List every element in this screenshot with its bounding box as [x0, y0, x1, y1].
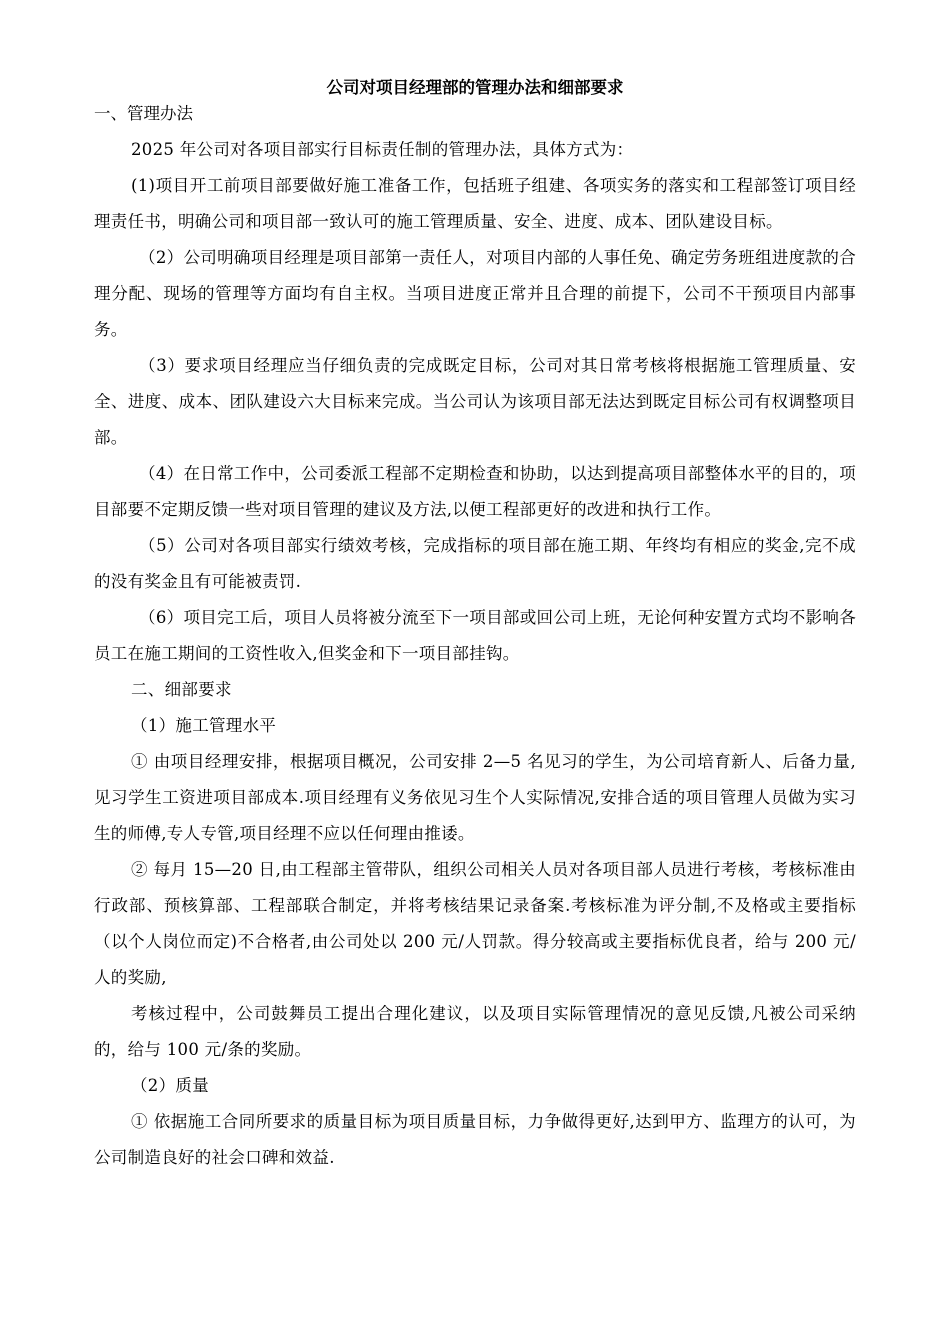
section-heading-details: 二、细部要求 — [131, 680, 232, 699]
paragraph-intro: 2025 年公司对各项目部实行目标责任制的管理办法，具体方式为： — [131, 140, 634, 159]
paragraph-item-6: （6）项目完工后，项目人员将被分流至下一项目部或回公司上班，无论何种安置方式均不影响各员工在施工期间的工资性收入,但奖金和下一项目部挂钩。 — [94, 608, 856, 663]
paragraph-item-4: （4）在日常工作中，公司委派工程部不定期检查和协助，以达到提高项目部整体水平的目的，项目部要不定期反馈一些对项目管理的建议及方法,以便工程部更好的改进和执行工作。 — [94, 464, 856, 519]
paragraph-item-1: (1)项目开工前项目部要做好施工准备工作，包括班子组建、各项实务的落实和工程部签订项目经理责任书，明确公司和项目部一致认可的施工管理质量、安全、进度、成本、团队建设目标。 — [94, 176, 856, 231]
paragraph-item-2: （2）公司明确项目经理是项目部第一责任人，对项目内部的人事任免、确定劳务班组进度款的合理分配、现场的管理等方面均有自主权。当项目进度正常并且合理的前提下，公司不干预项目内部事务。 — [94, 248, 856, 339]
document-body — [94, 132, 856, 1176]
paragraph-circled-2: ② 每月 15—20 日,由工程部主管带队，组织公司相关人员对各项目部人员进行考核，考核标准由行政部、预核算部、工程部联合制定，并将考核结果记录备案.考核标准为评分制,不及格或主要指标（以个人岗位而定)不合格者,由公司处以 200 元/人罚款。得分较高或主要指标优良者，给与 200 元/人的奖励, — [94, 860, 856, 987]
subheading-construction-management: （1）施工管理水平 — [131, 716, 277, 735]
document-title: 公司对项目经理部的管理办法和细部要求 — [326, 78, 624, 97]
paragraph-item-5: （5）公司对各项目部实行绩效考核，完成指标的项目部在施工期、年终均有相应的奖金,完不成的没有奖金且有可能被责罚. — [94, 536, 856, 591]
paragraph-circled-1: ① 由项目经理安排，根据项目概况，公司安排 2—5 名见习的学生，为公司培育新人、后备力量,见习学生工资进项目部成本.项目经理有义务依见习生个人实际情况,安排合适的项目管理人员做为实习生的师傅,专人专管,项目经理不应以任何理由推诿。 — [94, 752, 856, 843]
paragraph-item-3: （3）要求项目经理应当仔细负责的完成既定目标，公司对其日常考核将根据施工管理质量、安全、进度、成本、团队建设六大目标来完成。当公司认为该项目部无法达到既定目标公司有权调整项目部。 — [94, 356, 856, 447]
paragraph-assessment: 考核过程中，公司鼓舞员工提出合理化建议，以及项目实际管理情况的意见反馈,凡被公司采纳的，给与 100 元/条的奖励。 — [94, 1004, 856, 1059]
subheading-quality: （2）质量 — [131, 1076, 209, 1095]
section-heading-management: 一、管理办法 — [94, 104, 193, 123]
paragraph-quality-1: ① 依据施工合同所要求的质量目标为项目质量目标，力争做得更好,达到甲方、监理方的认可，为公司制造良好的社会口碑和效益. — [94, 1112, 856, 1167]
